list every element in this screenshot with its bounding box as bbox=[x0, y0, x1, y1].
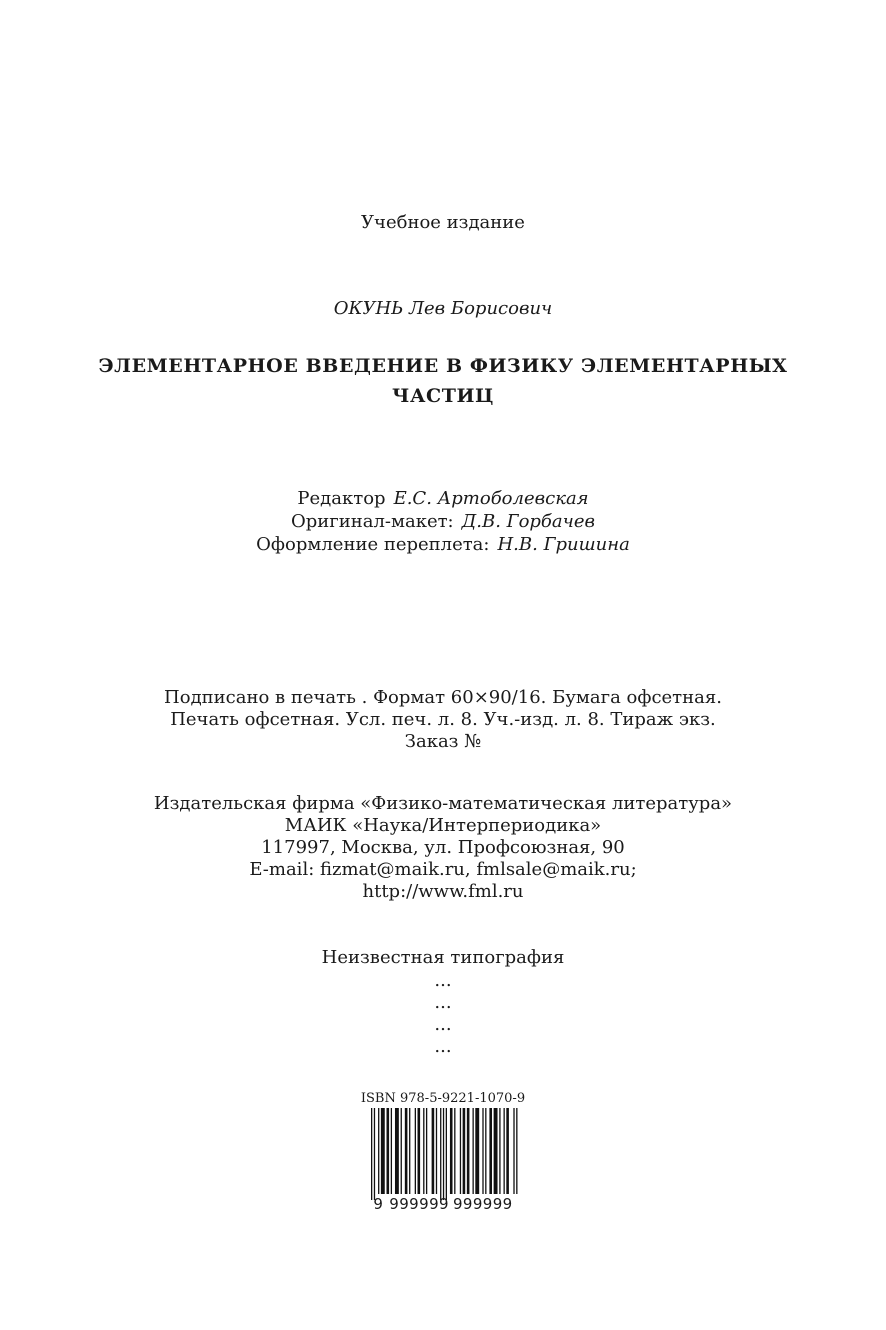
book-title-line-2: ЧАСТИЦ bbox=[392, 385, 494, 407]
author-name: ОКУНЬ Лев Борисович bbox=[333, 298, 553, 319]
printer-name: Неизвестная типография bbox=[321, 947, 565, 968]
barcode-bar bbox=[446, 1108, 447, 1200]
barcode-left-digits: 999999 bbox=[389, 1195, 449, 1213]
publisher-address: 117997, Москва, ул. Профсоюзная, 90 bbox=[261, 837, 625, 858]
publisher-line-1: Издательская фирма «Физико-математическая литература» bbox=[153, 793, 733, 814]
barcode-bar bbox=[405, 1108, 408, 1194]
isbn-barcode bbox=[371, 1108, 519, 1200]
barcode-bar bbox=[387, 1108, 390, 1194]
barcode-bar bbox=[494, 1108, 498, 1194]
book-title-line-1: ЭЛЕМЕНТАРНОЕ ВВЕДЕНИЕ В ФИЗИКУ ЭЛЕМЕНТАРНЫХ bbox=[98, 355, 788, 377]
barcode-bar bbox=[409, 1108, 410, 1194]
printer-line: ... bbox=[434, 1014, 452, 1035]
credit-editor bbox=[0, 488, 886, 510]
printer-line: ... bbox=[434, 1036, 452, 1057]
printer-line: ... bbox=[434, 970, 452, 991]
barcode-bar bbox=[371, 1108, 372, 1200]
barcode-bar bbox=[432, 1108, 435, 1194]
publisher-line-2: МАИК «Наука/Интерпериодика» bbox=[284, 815, 602, 836]
barcode-digits bbox=[0, 1195, 886, 1213]
barcode-bar bbox=[418, 1108, 421, 1194]
barcode-bar bbox=[499, 1108, 500, 1194]
barcode-bar bbox=[506, 1108, 509, 1194]
barcode-bar bbox=[467, 1108, 470, 1194]
barcode-bar bbox=[378, 1108, 379, 1194]
edition-type: Учебное издание bbox=[361, 212, 525, 233]
barcode-bar bbox=[482, 1108, 483, 1194]
barcode-bar bbox=[475, 1108, 479, 1194]
barcode-bar bbox=[463, 1108, 466, 1194]
barcode-first-digit: 9 bbox=[373, 1195, 384, 1213]
publisher-website: http://www.fml.ru bbox=[362, 881, 524, 902]
credit-person: Д.В. Горбачев bbox=[461, 511, 595, 532]
print-info-line-2: Печать офсетная. Усл. печ. л. 8. Уч.-изд. л. 8. Тираж экз. bbox=[170, 709, 716, 730]
printer-line: ... bbox=[434, 992, 452, 1013]
barcode-bar bbox=[401, 1108, 402, 1194]
barcode-bar bbox=[426, 1108, 427, 1194]
barcode-bar bbox=[513, 1108, 514, 1194]
credit-cover bbox=[0, 534, 886, 556]
barcode-bar bbox=[391, 1108, 392, 1194]
credit-role: Редактор bbox=[297, 488, 386, 509]
publisher-email: E-mail: fizmat@maik.ru, fmlsale@maik.ru; bbox=[249, 859, 637, 880]
barcode-right-digits: 999999 bbox=[452, 1195, 513, 1213]
barcode-bar bbox=[436, 1108, 437, 1194]
barcode-bar bbox=[423, 1108, 424, 1194]
credit-layout bbox=[0, 511, 886, 533]
credit-role: Оформление переплета: bbox=[256, 534, 490, 555]
barcode-bar bbox=[485, 1108, 486, 1194]
barcode-bar bbox=[504, 1108, 505, 1194]
barcode-bar bbox=[489, 1108, 492, 1194]
barcode-bar bbox=[460, 1108, 461, 1194]
barcode-bar bbox=[454, 1108, 455, 1194]
barcode-bar bbox=[381, 1108, 385, 1194]
barcode-bar bbox=[516, 1108, 517, 1194]
credit-role: Оригинал-макет: bbox=[291, 511, 454, 532]
print-info-line-3: Заказ № bbox=[404, 731, 482, 752]
barcode-bar bbox=[395, 1108, 399, 1194]
barcode-bar bbox=[443, 1108, 444, 1200]
barcode-bar bbox=[415, 1108, 416, 1194]
barcode-bar bbox=[374, 1108, 375, 1200]
barcode-bar bbox=[440, 1108, 441, 1200]
barcode-bar bbox=[472, 1108, 473, 1194]
isbn-label: ISBN 978-5-9221-1070-9 bbox=[360, 1091, 526, 1106]
print-info-line-1: Подписано в печать . Формат 60×90/16. Бумага офсетная. bbox=[164, 687, 722, 708]
credit-person: Н.В. Гришина bbox=[497, 534, 630, 555]
barcode-bar bbox=[450, 1108, 453, 1194]
credit-person: Е.С. Артоболевская bbox=[393, 488, 589, 509]
